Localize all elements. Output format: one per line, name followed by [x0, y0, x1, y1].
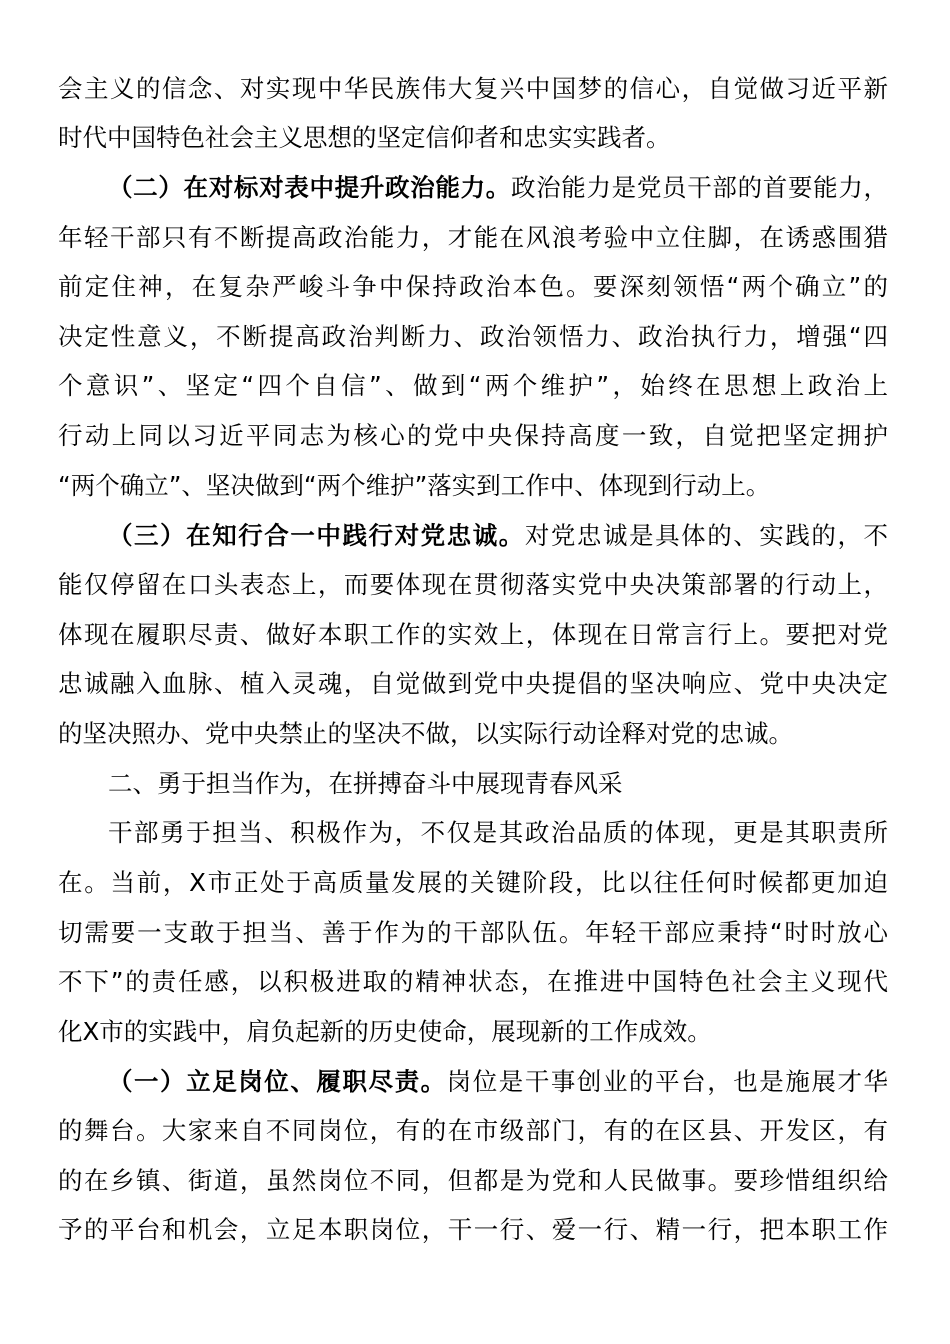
- section-heading-line: （三）在知行合一中践行对党忠诚。对党忠诚是具体的、实践的，不: [108, 521, 888, 550]
- paragraph-line: 时代中国特色社会主义思想的坚定信仰者和忠实实践者。: [58, 123, 671, 152]
- chapter-heading: 二、勇于担当作为，在拼搏奋斗中展现青春风采: [108, 769, 623, 798]
- paragraph-line: 的舞台。大家来自不同岗位，有的在市级部门，有的在区县、开发区，有: [58, 1116, 888, 1145]
- section-heading: （二）在对标对表中提升政治能力。: [108, 173, 511, 202]
- paragraph-line: 的坚决照办、党中央禁止的坚决不做，以实际行动诠释对党的忠诚。: [58, 719, 793, 748]
- paragraph-line: 予的平台和机会，立足本职岗位，干一行、爱一行、精一行，把本职工作: [58, 1215, 888, 1244]
- section-heading: （一）立足岗位、履职尽责。: [108, 1067, 447, 1096]
- paragraph-line: 在。当前，X市正处于高质量发展的关键阶段，比以往任何时候都更加迫: [58, 868, 888, 897]
- paragraph-line: 决定性意义，不断提高政治判断力、政治领悟力、政治执行力，增强“四: [58, 322, 888, 351]
- paragraph-line: “两个确立”、坚决做到“两个维护”落实到工作中、体现到行动上。: [58, 471, 771, 500]
- paragraph-line: 个意识”、坚定“四个自信”、做到“两个维护”，始终在思想上政治上: [58, 371, 888, 400]
- paragraph-line: 行动上同以习近平同志为核心的党中央保持高度一致，自觉把坚定拥护: [58, 421, 888, 450]
- paragraph-line: 不下”的责任感，以积极进取的精神状态，在推进中国特色社会主义现代: [58, 967, 888, 996]
- paragraph-line: 年轻干部只有不断提高政治能力，才能在风浪考验中立住脚，在诱惑围猎: [58, 223, 888, 252]
- paragraph-line: 切需要一支敢于担当、善于作为的干部队伍。年轻干部应秉持“时时放心: [58, 918, 888, 947]
- paragraph-line: 体现在履职尽责、做好本职工作的实效上，体现在日常言行上。要把对党: [58, 620, 888, 649]
- paragraph-line: 会主义的信念、对实现中华民族伟大复兴中国梦的信心，自觉做习近平新: [58, 74, 888, 103]
- paragraph-line: 能仅停留在口头表态上，而要体现在贯彻落实党中央决策部署的行动上，: [58, 570, 888, 599]
- paragraph-line: 的在乡镇、街道，虽然岗位不同，但都是为党和人民做事。要珍惜组织给: [58, 1166, 888, 1195]
- section-heading-line: （一）立足岗位、履职尽责。岗位是干事创业的平台，也是施展才华: [108, 1067, 888, 1096]
- paragraph-line: 前定住神，在复杂严峻斗争中保持政治本色。要深刻领悟“两个确立”的: [58, 272, 888, 301]
- paragraph-line: 化X市的实践中，肩负起新的历史使命，展现新的工作成效。: [58, 1017, 712, 1046]
- section-heading-line: （二）在对标对表中提升政治能力。政治能力是党员干部的首要能力，: [108, 173, 889, 202]
- section-heading: （三）在知行合一中践行对党忠诚。: [108, 521, 525, 550]
- paragraph-line: 干部勇于担当、积极作为，不仅是其政治品质的体现，更是其职责所: [108, 818, 888, 847]
- paragraph-line: 忠诚融入血脉、植入灵魂，自觉做到党中央提倡的坚决响应、党中央决定: [58, 669, 888, 698]
